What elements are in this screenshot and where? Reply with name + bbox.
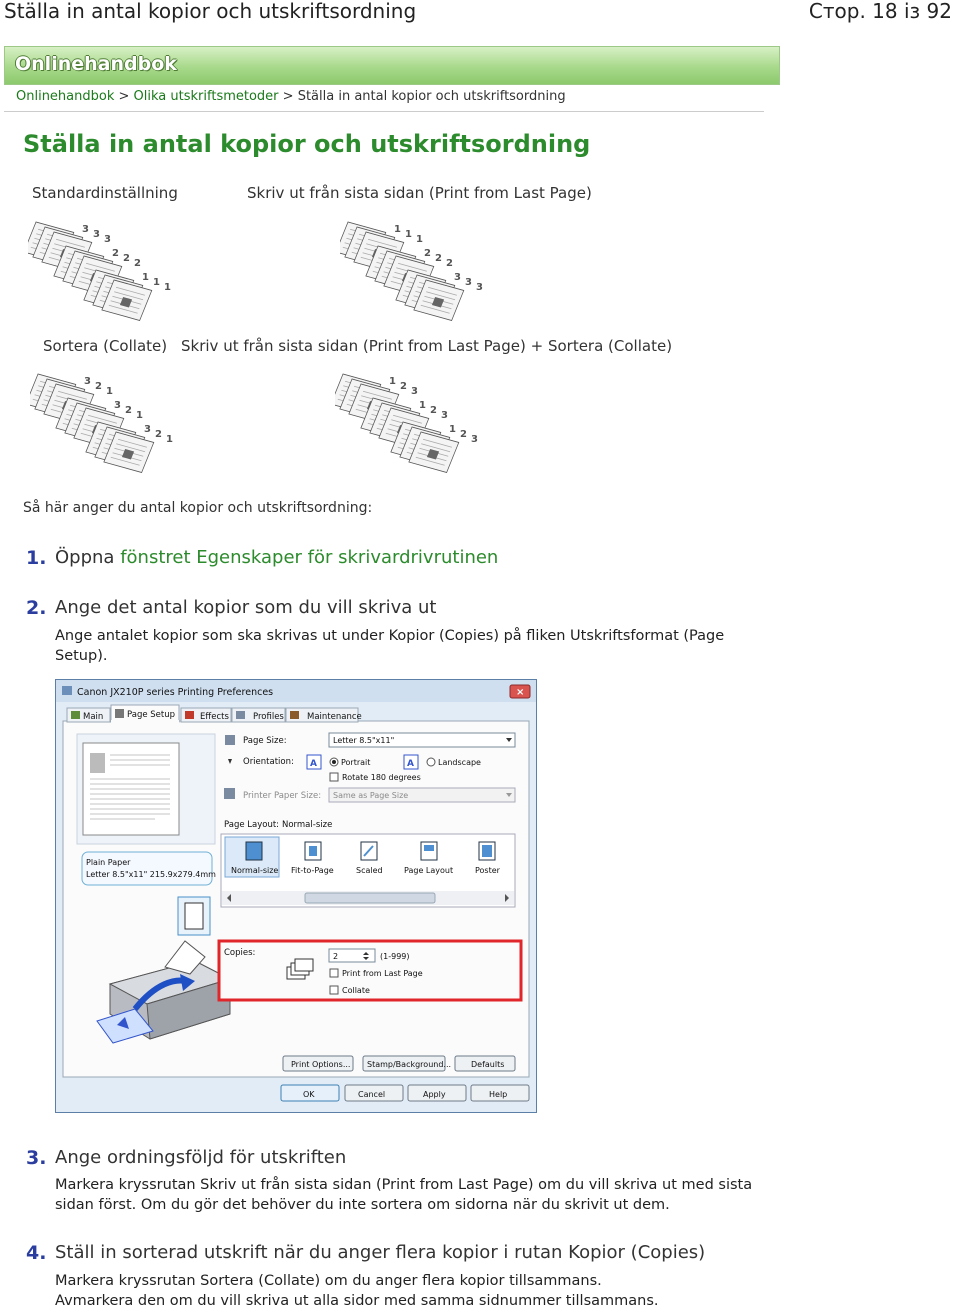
page-number-label: 2 [430, 405, 437, 416]
page-heading: Ställa in antal kopior och utskriftsordning [23, 130, 591, 158]
page-number-label: 1 [166, 434, 173, 445]
page-number-label: 3 [411, 386, 418, 397]
step-body [55, 626, 724, 666]
step-body-line: Ange antalet kopior som ska skrivas ut under Kopior (Copies) på fliken Utskriftsformat (Page [55, 628, 725, 644]
page-number-label: 1 [394, 224, 401, 235]
step-title-text: Öppna [55, 547, 121, 568]
tab-label: Profiles [253, 712, 284, 722]
page-number-label: 3 [144, 424, 151, 435]
page-number-label: 3 [465, 277, 472, 288]
tab-main[interactable] [67, 708, 110, 722]
close-icon: × [516, 687, 525, 698]
printer-paper-size-select[interactable] [329, 788, 515, 802]
brush-icon [185, 711, 194, 719]
print-options-button[interactable] [283, 1056, 353, 1071]
divider [4, 111, 764, 112]
breadcrumb-separator: > [114, 89, 134, 104]
paper-info-box [82, 852, 212, 885]
page-number-label: 3 [104, 234, 111, 245]
tab-page-setup[interactable] [111, 705, 179, 723]
banner-label: Onlinehandbok [15, 53, 177, 75]
step-number: 2. [26, 597, 47, 619]
breadcrumb-current: Ställa in antal kopior och utskriftsordning [297, 89, 566, 104]
step-title: Ställ in sorterad utskrift när du anger flera kopior i rutan Kopior (Copies) [55, 1242, 706, 1263]
page-number: Стор. 18 із 92 [808, 0, 952, 23]
apply-button[interactable] [408, 1085, 466, 1101]
page-number-label: 1 [419, 400, 426, 411]
step-body-line: Setup). [55, 648, 108, 664]
layout-option-label: Normal-size [231, 866, 279, 875]
defaults-button[interactable] [455, 1056, 515, 1071]
page-icon [115, 709, 124, 718]
caption-standard: Standardinställning [32, 184, 178, 202]
copies-value: 2 [333, 952, 339, 961]
step-title: Ange det antal kopior som du vill skriva ut [55, 597, 437, 618]
layout-option-label: Scaled [356, 866, 383, 875]
print-from-last-page-label: Print from Last Page [342, 969, 423, 978]
page-number-label: 2 [435, 253, 442, 264]
copies-label: Copies: [224, 948, 256, 958]
breadcrumb [16, 89, 566, 104]
help-button[interactable] [471, 1085, 529, 1101]
stamp-background-button[interactable] [363, 1056, 451, 1071]
page-number-label: 1 [136, 410, 143, 421]
close-button[interactable] [510, 685, 530, 698]
step-body-line: sidan först. Om du gör det behöver du inte sortera om sidorna när du skrivit ut dem. [55, 1197, 670, 1213]
button-label: Defaults [471, 1060, 505, 1069]
page-number-label: 1 [106, 386, 113, 397]
portrait-radio[interactable] [330, 758, 370, 767]
document-title: Ställa in antal kopior och utskriftsordning [4, 0, 417, 23]
tab-effects[interactable] [181, 708, 231, 722]
button-label: Stamp/Background... [367, 1060, 452, 1069]
page-number-label: 3 [441, 410, 448, 421]
step-body-line: Markera kryssrutan Sortera (Collate) om du anger flera kopior tillsammans. [55, 1273, 602, 1289]
layout-option-normal-size[interactable] [225, 837, 279, 877]
illustration-last-page [340, 212, 490, 327]
step-body-line: Markera kryssrutan Skriv ut från sista sidan (Print from Last Page) om du vill skriva ut med sista [55, 1177, 753, 1193]
button-label: Cancel [358, 1090, 386, 1099]
normal-size-icon [246, 842, 262, 860]
page-number-label: 3 [454, 272, 461, 283]
copies-range: (1-999) [380, 952, 410, 961]
page-number-label: 2 [134, 258, 141, 269]
tab-label: Maintenance [307, 712, 362, 722]
printer-paper-icon [224, 788, 235, 799]
page-size-value: Letter 8.5"x11" [333, 736, 395, 745]
layout-option-label: Page Layout [404, 866, 454, 875]
collate-checkbox[interactable] [330, 986, 370, 995]
page-size-icon [225, 735, 235, 745]
tab-label: Page Setup [127, 710, 176, 720]
layout-option-label: Poster [475, 866, 500, 875]
page-number-label: 1 [164, 282, 171, 293]
page-number-label: 2 [424, 248, 431, 259]
illustration-last-page-collate [335, 364, 485, 479]
collate-label: Collate [342, 986, 370, 995]
tab-maintenance[interactable] [286, 708, 362, 722]
printer-driver-link[interactable]: fönstret Egenskaper för skrivardrivrutinen [120, 547, 499, 568]
step-number: 1. [26, 547, 47, 569]
tab-label: Main [83, 712, 104, 722]
step-body [55, 1175, 752, 1215]
step-title: Ange ordningsföljd för utskriften [55, 1147, 347, 1168]
copies-spinner[interactable] [329, 949, 375, 962]
rotate-checkbox[interactable] [330, 773, 421, 782]
tab-label: Effects [200, 712, 229, 722]
page-number-label: 1 [416, 234, 423, 245]
cancel-button[interactable] [345, 1085, 403, 1101]
button-label: OK [303, 1090, 315, 1099]
breadcrumb-separator: > [278, 89, 298, 104]
page-number-label: 1 [405, 229, 412, 240]
landscape-label: Landscape [438, 758, 481, 767]
intro-text: Så här anger du antal kopior och utskriftsordning: [23, 500, 373, 516]
page-number-label: 2 [155, 429, 162, 440]
step-body [55, 1271, 659, 1311]
page-number-label: 2 [400, 381, 407, 392]
page-number-label: 2 [95, 381, 102, 392]
page-size-label: Page Size: [243, 736, 287, 746]
step-title [55, 547, 498, 568]
breadcrumb-link-methods[interactable]: Olika utskriftsmetoder [133, 89, 279, 104]
step-number: 4. [26, 1242, 47, 1264]
page-number-label: 3 [93, 229, 100, 240]
page-number-label: 3 [471, 434, 478, 445]
button-label: Help [489, 1090, 508, 1099]
caption-last-page: Skriv ut från sista sidan (Print from Last Page) [247, 184, 592, 202]
illustration-standard [28, 212, 178, 327]
paper-size-info: Letter 8.5"x11" 215.9x279.4mm [86, 870, 216, 879]
printer-paper-size-label: Printer Paper Size: [243, 791, 322, 801]
page-number-label: 2 [125, 405, 132, 416]
print-from-last-page-checkbox[interactable] [330, 969, 423, 978]
tab-profiles[interactable] [232, 708, 285, 722]
page-number-label: 1 [142, 272, 149, 283]
page-number-label: 2 [446, 258, 453, 269]
page-number-label: 3 [114, 400, 121, 411]
portrait-label: Portrait [341, 758, 371, 767]
button-label: Print Options... [291, 1060, 351, 1069]
illustration-collate [30, 364, 180, 479]
app-icon [62, 686, 72, 695]
preview-image [90, 753, 105, 773]
caption-collate: Sortera (Collate) [43, 337, 168, 355]
page-number-label: 1 [449, 424, 456, 435]
breadcrumb-link-home[interactable]: Onlinehandbok [16, 89, 115, 104]
page-size-select[interactable] [329, 733, 515, 747]
profiles-icon [236, 711, 245, 719]
printing-preferences-dialog [55, 679, 537, 1113]
page-icon [185, 903, 203, 929]
paper-type: Plain Paper [86, 858, 131, 867]
svg-text:A: A [407, 759, 414, 769]
step-number: 3. [26, 1147, 47, 1169]
page-number-label: 2 [123, 253, 130, 264]
tools-icon [290, 711, 299, 719]
page-number-label: 1 [153, 277, 160, 288]
page-layout-value: Normal-size [282, 820, 333, 830]
page-number-label: 3 [84, 376, 91, 387]
printer-icon [71, 711, 80, 719]
page-number-label: 3 [476, 282, 483, 293]
svg-text:A: A [310, 759, 317, 769]
layout-option-label: Fit-to-Page [291, 866, 334, 875]
page-number-label: 1 [389, 376, 396, 387]
rotate-label: Rotate 180 degrees [342, 773, 421, 782]
horizontal-scrollbar[interactable] [222, 891, 514, 905]
step-body-line: Avmarkera den om du vill skriva ut alla sidor med samma sidnummer tillsammans. [55, 1293, 659, 1309]
button-label: Apply [423, 1090, 446, 1099]
caption-last-page-collate: Skriv ut från sista sidan (Print from Last Page) + Sortera (Collate) [181, 337, 673, 355]
manual-banner [4, 46, 780, 85]
page-number-label: 2 [112, 248, 119, 259]
page-number-label: 3 [82, 224, 89, 235]
page-layout-label: Page Layout: [224, 820, 280, 830]
printer-paper-size-value: Same as Page Size [333, 791, 409, 800]
ok-button[interactable] [281, 1085, 339, 1101]
dialog-title: Canon JX210P series Printing Preferences [77, 687, 274, 698]
page-number-label: 2 [460, 429, 467, 440]
orientation-label: Orientation: [243, 757, 294, 767]
